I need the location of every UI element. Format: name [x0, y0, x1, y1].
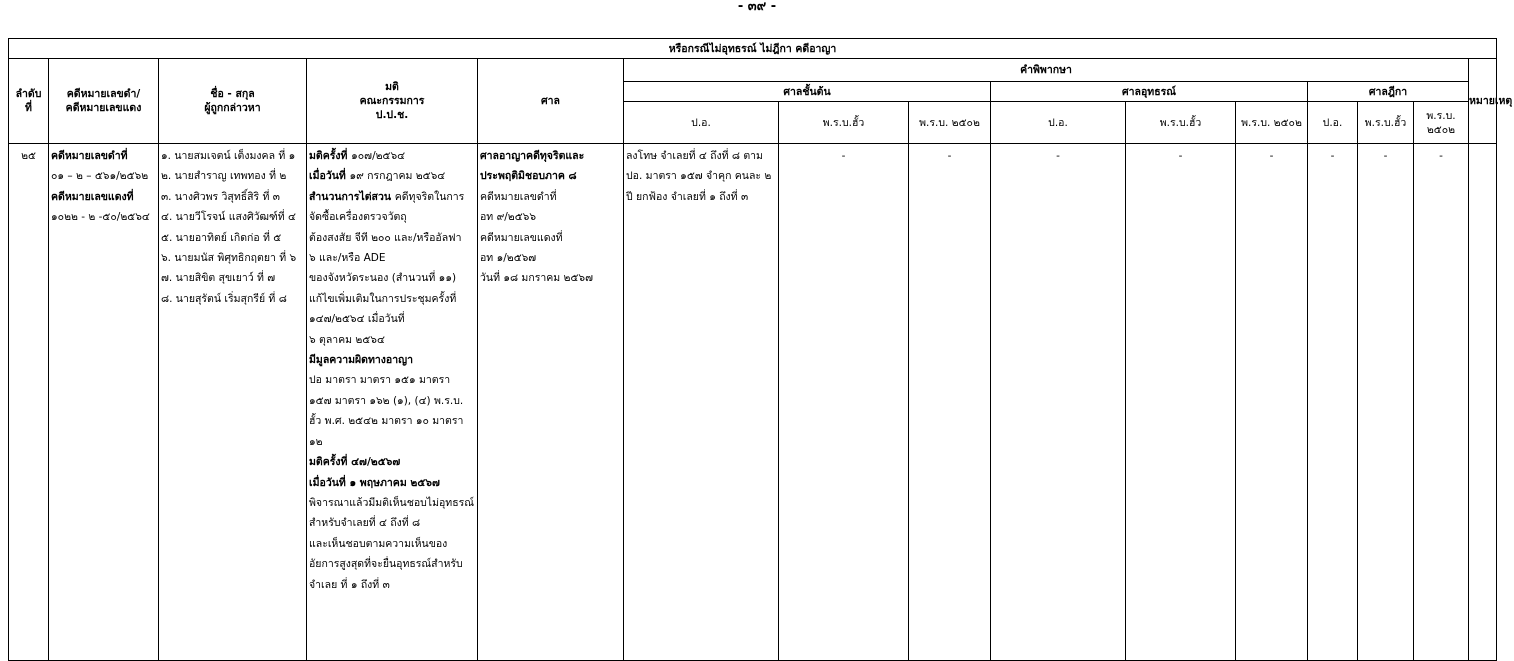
row-first-act-vote: -: [779, 144, 909, 661]
court-line: อท ๙/๒๕๖๖: [480, 211, 536, 224]
resolution-line: [309, 575, 475, 595]
resolution-line: [309, 289, 475, 309]
accused-line: ๔. นายวีโรจน์ แสงศิวัฒฑ์ที่ ๔: [161, 211, 296, 224]
row-supreme-act-vote: -: [1358, 144, 1414, 661]
row-accused: [159, 144, 307, 661]
accused-line: ๘. นายสุรัตน์ เริ่มสุกรีย์ ที่ ๘: [161, 292, 287, 305]
court-line: คดีหมายเลขดำที่: [480, 190, 557, 203]
row-appeal-act-vote: -: [1126, 144, 1236, 661]
resolution-text: และเห็นชอบตามความเห็นของ: [309, 537, 448, 550]
case-no-line: ๐๑ – ๒ – ๕๖๑/๒๕๖๒: [51, 170, 149, 183]
row-first-act-2502: -: [909, 144, 991, 661]
header-court: ศาล: [478, 59, 624, 144]
case-no-line: คดีหมายเลขดำที่: [51, 150, 128, 162]
resolution-bold: มติครั้งที่: [309, 150, 352, 162]
row-court: [478, 144, 624, 661]
case-no-line: ๑๐๒๒ - ๒ -๕๐/๒๕๖๔: [51, 211, 150, 224]
resolution-text: จัดซื้อเครื่องตรวจวัตถุ: [309, 211, 407, 224]
resolution-line: [309, 554, 475, 574]
header-supreme-act-vote: พ.ร.บ.ฮั้ว: [1358, 102, 1414, 144]
resolution-line: [309, 370, 475, 390]
row-supreme-act-2502: -: [1414, 144, 1469, 661]
resolution-bold: เมื่อวันที่: [309, 170, 350, 183]
header-first-criminal: ป.อ.: [624, 102, 779, 144]
resolution-text: จำเลย ที่ ๑ ถึงที่ ๓: [309, 578, 390, 591]
court-line: วันที่ ๑๘ มกราคม ๒๕๖๗: [480, 272, 593, 285]
judgment-line: ลงโทษ จำเลยที่ ๔ ถึงที่ ๘ ตาม: [626, 150, 763, 162]
resolution-text: ปอ มาตรา มาตรา ๑๕๑ มาตรา: [309, 374, 451, 387]
row-no: ๒๕: [9, 144, 49, 661]
resolution-text: ๑๐๗/๒๕๖๔: [351, 150, 406, 162]
row-first-criminal: [624, 144, 779, 661]
judgment-line: ปอ. มาตรา ๑๕๗ จำคุก คนละ ๒: [626, 170, 772, 183]
resolution-text: ๖ และ/หรือ ADE: [309, 252, 386, 265]
judgment-table: [8, 38, 1513, 661]
header-appeal-act-2502: พ.ร.บ. ๒๕๐๒: [1236, 102, 1308, 144]
resolution-line: [309, 452, 475, 472]
resolution-line: [309, 391, 475, 411]
resolution-line: [309, 166, 475, 186]
header-court-first: ศาลชั้นต้น: [624, 82, 991, 102]
header-court-supreme: ศาลฎีกา: [1308, 82, 1469, 102]
resolution-text: สำหรับจำเลยที่ ๔ ถึงที่ ๘: [309, 517, 421, 530]
row-case-no: [49, 144, 159, 661]
resolution-bold: มติครั้งที่ ๔๗/๒๕๖๗: [309, 456, 401, 469]
resolution-line: [309, 493, 475, 513]
accused-line: ๓. นางศิวพร วิสุทธิ์สิริ ที่ ๓: [161, 190, 280, 203]
resolution-bold: มีมูลความผิดทางอาญา: [309, 354, 413, 367]
header-appeal-act-vote: พ.ร.บ.ฮั้ว: [1126, 102, 1236, 144]
resolution-text: คดีทุจริตในการ: [394, 190, 465, 203]
header-supreme-act-2502: พ.ร.บ. ๒๕๐๒: [1414, 102, 1469, 144]
accused-line: ๒. นายสำราญ เทพทอง ที่ ๒: [161, 170, 287, 183]
header-appeal-criminal: ป.อ.: [991, 102, 1126, 144]
resolution-line: [309, 309, 475, 329]
resolution-text: ฮั้ว พ.ศ. ๒๕๔๒ มาตรา ๑๐ มาตรา: [309, 415, 464, 428]
judgment-line: ปี ยกฟ้อง จำเลยที่ ๑ ถึงที่ ๓: [626, 190, 749, 203]
resolution-text: ๑๒: [309, 435, 323, 448]
resolution-line: [309, 513, 475, 533]
court-line: อท ๑/๒๕๖๗: [480, 252, 537, 265]
header-first-act-vote: พ.ร.บ.ฮั้ว: [779, 102, 909, 144]
resolution-line: [309, 146, 475, 166]
header-accused: ชื่อ - สกุล ผู้ถูกกล่าวหา: [159, 59, 307, 144]
resolution-text: พิจารณาแล้วมีมติเห็นชอบไม่อุทธรณ์: [309, 496, 475, 509]
table-title: หรือกรณีไม่อุทธรณ์ ไม่ฎีกา คดีอาญา: [9, 39, 1497, 59]
resolution-line: [309, 432, 475, 452]
resolution-text: ของจังหวัดระนอง (สำนวนที่ ๑๑): [309, 272, 457, 285]
resolution-line: [309, 473, 475, 493]
resolution-bold: เมื่อวันที่ ๑ พฤษภาคม ๒๕๖๗: [309, 476, 440, 489]
resolution-text: ๑๔๗/๒๕๖๔ เมื่อวันที่: [309, 313, 405, 326]
resolution-text: แก้ไขเพิ่มเติมในการประชุมครั้งที่: [309, 292, 457, 305]
resolution-line: [309, 228, 475, 248]
header-no: ลำดับ ที่: [9, 59, 49, 144]
header-case-no: คดีหมายเลขดำ/ คดีหมายเลขแดง: [49, 59, 159, 144]
resolution-text: ๖ ตุลาคม ๒๕๖๔: [309, 333, 385, 346]
court-line: ศาลอาญาคดีทุจริตและ: [480, 150, 585, 162]
row-resolution: [307, 144, 478, 661]
row-supreme-criminal: -: [1308, 144, 1358, 661]
resolution-text: ต้องสงสัย จีที ๒๐๐ และ/หรืออัลฟา: [309, 231, 462, 244]
case-no-line: คดีหมายเลขแดงที่: [51, 190, 134, 203]
resolution-line: [309, 268, 475, 288]
row-appeal-act-2502: -: [1236, 144, 1308, 661]
resolution-line: [309, 411, 475, 431]
resolution-line: [309, 207, 475, 227]
row-remark: [1469, 144, 1497, 661]
accused-line: ๗. นายสิขิต สุขเยาว์ ที่ ๗: [161, 272, 276, 285]
accused-line: ๑. นายสมเจตน์ เต็งมงคล ที่ ๑: [161, 150, 296, 162]
header-court-appeal: ศาลอุทธรณ์: [991, 82, 1308, 102]
court-line: ประพฤติมิชอบภาค ๘: [480, 170, 577, 183]
table-row: [9, 144, 1497, 661]
header-supreme-criminal: ป.อ.: [1308, 102, 1358, 144]
row-appeal-criminal: -: [991, 144, 1126, 661]
resolution-line: [309, 534, 475, 554]
resolution-bold: สำนวนการไต่สวน: [309, 190, 395, 203]
resolution-line: [309, 350, 475, 370]
resolution-text: ๑๕๗ มาตรา ๑๖๒ (๑), (๔) พ.ร.บ.: [309, 394, 464, 407]
resolution-text: ๑๙ กรกฎาคม ๒๕๖๔: [349, 170, 446, 183]
header-resolution: มติ คณะกรรมการ ป.ป.ช.: [307, 59, 478, 144]
header-judgment: คำพิพากษา: [624, 59, 1469, 82]
header-remark: หมายเหตุ: [1469, 59, 1497, 144]
resolution-line: [309, 330, 475, 350]
resolution-line: [309, 187, 475, 207]
header-first-act-2502: พ.ร.บ. ๒๕๐๒: [909, 102, 991, 144]
accused-line: ๖. นายมนัส พิศุทธิกฤตยา ที่ ๖: [161, 252, 297, 265]
resolution-text: อัยการสูงสุดที่จะยื่นอุทธรณ์สำหรับ: [309, 558, 463, 571]
resolution-line: [309, 248, 475, 268]
court-line: คดีหมายเลขแดงที่: [480, 231, 563, 244]
accused-line: ๕. นายอาทิตย์ เกิดก่อ ที่ ๕: [161, 231, 282, 244]
page-number: - ๓๙ -: [737, 0, 777, 14]
